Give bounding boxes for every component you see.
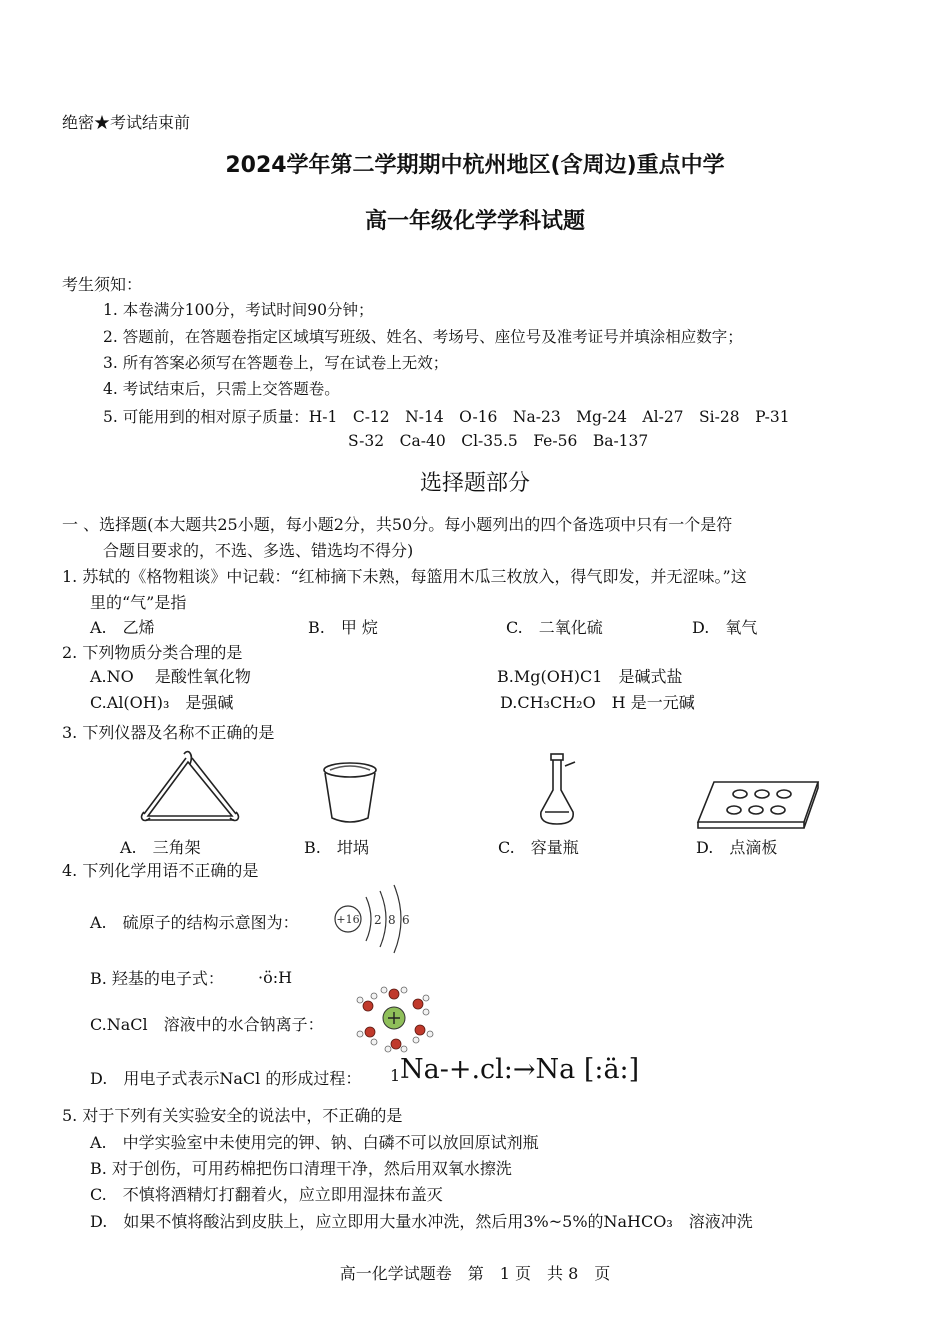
shell-electrons: 2	[374, 913, 382, 927]
atomic-masses-line2: S-32 Ca-40 Cl-35.5 Fe-56 Ba-137	[348, 432, 649, 450]
q3-option-c: C. 容量瓶	[498, 838, 579, 857]
q4-stem: 4. 下列化学用语不正确的是	[62, 861, 259, 880]
q1-option-b: B. 甲 烷	[308, 618, 378, 637]
nacl-formation-formula: Na-+.cl:→Na [:ä:]	[400, 1054, 640, 1085]
nucleus-charge: +16	[336, 913, 360, 926]
q4-option-d: D. 用电子式表示NaCl 的形成过程：	[90, 1069, 362, 1088]
notice-label: 考生须知：	[62, 275, 143, 294]
formation-prefix: 1	[390, 1066, 401, 1085]
q2-option-b: B.Mg(OH)C1 是碱式盐	[497, 667, 683, 686]
notice-item: 3. 所有答案必须写在答题卷上，写在试卷上无效；	[103, 354, 449, 372]
q5-option-d: D. 如果不慎将酸沾到皮肤上，应立即用大量水冲洗，然后用3%~5%的NaHCO₃ 溶液冲洗	[90, 1212, 753, 1231]
crucible-icon	[318, 760, 382, 826]
notice-item: 2. 答题前，在答题卷指定区域填写班级、姓名、考场号、座位号及准考证号并填涂相应数字；	[103, 328, 743, 346]
hydrated-sodium-ion-icon	[356, 986, 434, 1052]
q4-option-c: C.NaCl 溶液中的水合钠离子：	[90, 1015, 324, 1034]
q1-stem: 1. 苏轼的《格物粗谈》中记载：“红柿摘下未熟，每篮用木瓜三枚放入，得气即发，并无涩味。”这	[62, 567, 747, 586]
q3-option-b: B. 坩埚	[304, 838, 369, 857]
notice-item: 1. 本卷满分100分，考试时间90分钟；	[103, 301, 374, 319]
q4-option-a: A. 硫原子的结构示意图为：	[90, 913, 299, 932]
q3-option-d: D. 点滴板	[696, 838, 778, 857]
volumetric-flask-icon	[535, 752, 581, 828]
q1-stem-cont: 里的“气”是指	[90, 593, 187, 612]
q2-option-d: D.CH₃CH₂O H 是一元碱	[500, 693, 695, 712]
q1-option-a: A. 乙烯	[90, 618, 155, 637]
section-intro: 一 、选择题(本大题共25小题，每小题2分，共50分。每小题列出的四个备选项中只有一个是符	[62, 515, 733, 534]
secret-mark: 绝密★考试结束前	[62, 113, 191, 132]
q5-option-b: B. 对于创伤，可用药棉把伤口清理干净，然后用双氧水擦洗	[90, 1159, 512, 1178]
q3-stem: 3. 下列仪器及名称不正确的是	[62, 723, 275, 742]
spot-plate-icon	[696, 778, 820, 830]
q5-option-a: A. 中学实验室中未使用完的钾、钠、白磷不可以放回原试剂瓶	[90, 1133, 539, 1152]
q1-option-d: D. 氧气	[692, 618, 758, 637]
section-title: 选择题部分	[419, 471, 530, 496]
q5-option-c: C. 不慎将酒精灯打翻着火，应立即用湿抹布盖灭	[90, 1185, 443, 1204]
sulfur-atom-structure-icon	[332, 883, 416, 955]
q1-option-c: C. 二氧化硫	[506, 618, 603, 637]
notice-item: 4. 考试结束后，只需上交答题卷。	[103, 380, 340, 398]
notice-item: 5. 可能用到的相对原子质量：H-1 C-12 N-14 O-16 Na-23 Mg-24 Al-27 Si-28 P-31	[103, 408, 790, 426]
q4-option-b: B. 羟基的电子式：	[90, 969, 224, 988]
shell-electrons: 8	[388, 913, 396, 927]
hydroxyl-electron-formula: ·ö:H	[258, 968, 293, 987]
exam-title: 2024学年第二学期期中杭州地区(含周边)重点中学	[225, 153, 725, 178]
page-footer: 高一化学试题卷 第 1 页 共 8 页	[339, 1264, 611, 1283]
exam-subtitle: 高一年级化学学科试题	[364, 209, 585, 234]
clay-triangle-icon	[140, 752, 240, 824]
q3-option-a: A. 三角架	[120, 838, 201, 857]
q2-option-a: A.NO 是酸性氧化物	[90, 667, 251, 686]
section-intro-cont: 合题目要求的，不选、多选、错选均不得分)	[103, 541, 414, 560]
q5-stem: 5. 对于下列有关实验安全的说法中，不正确的是	[62, 1106, 403, 1125]
shell-electrons: 6	[402, 913, 410, 927]
q2-option-c: C.Al(OH)₃ 是强碱	[90, 693, 234, 712]
q2-stem: 2. 下列物质分类合理的是	[62, 643, 243, 662]
